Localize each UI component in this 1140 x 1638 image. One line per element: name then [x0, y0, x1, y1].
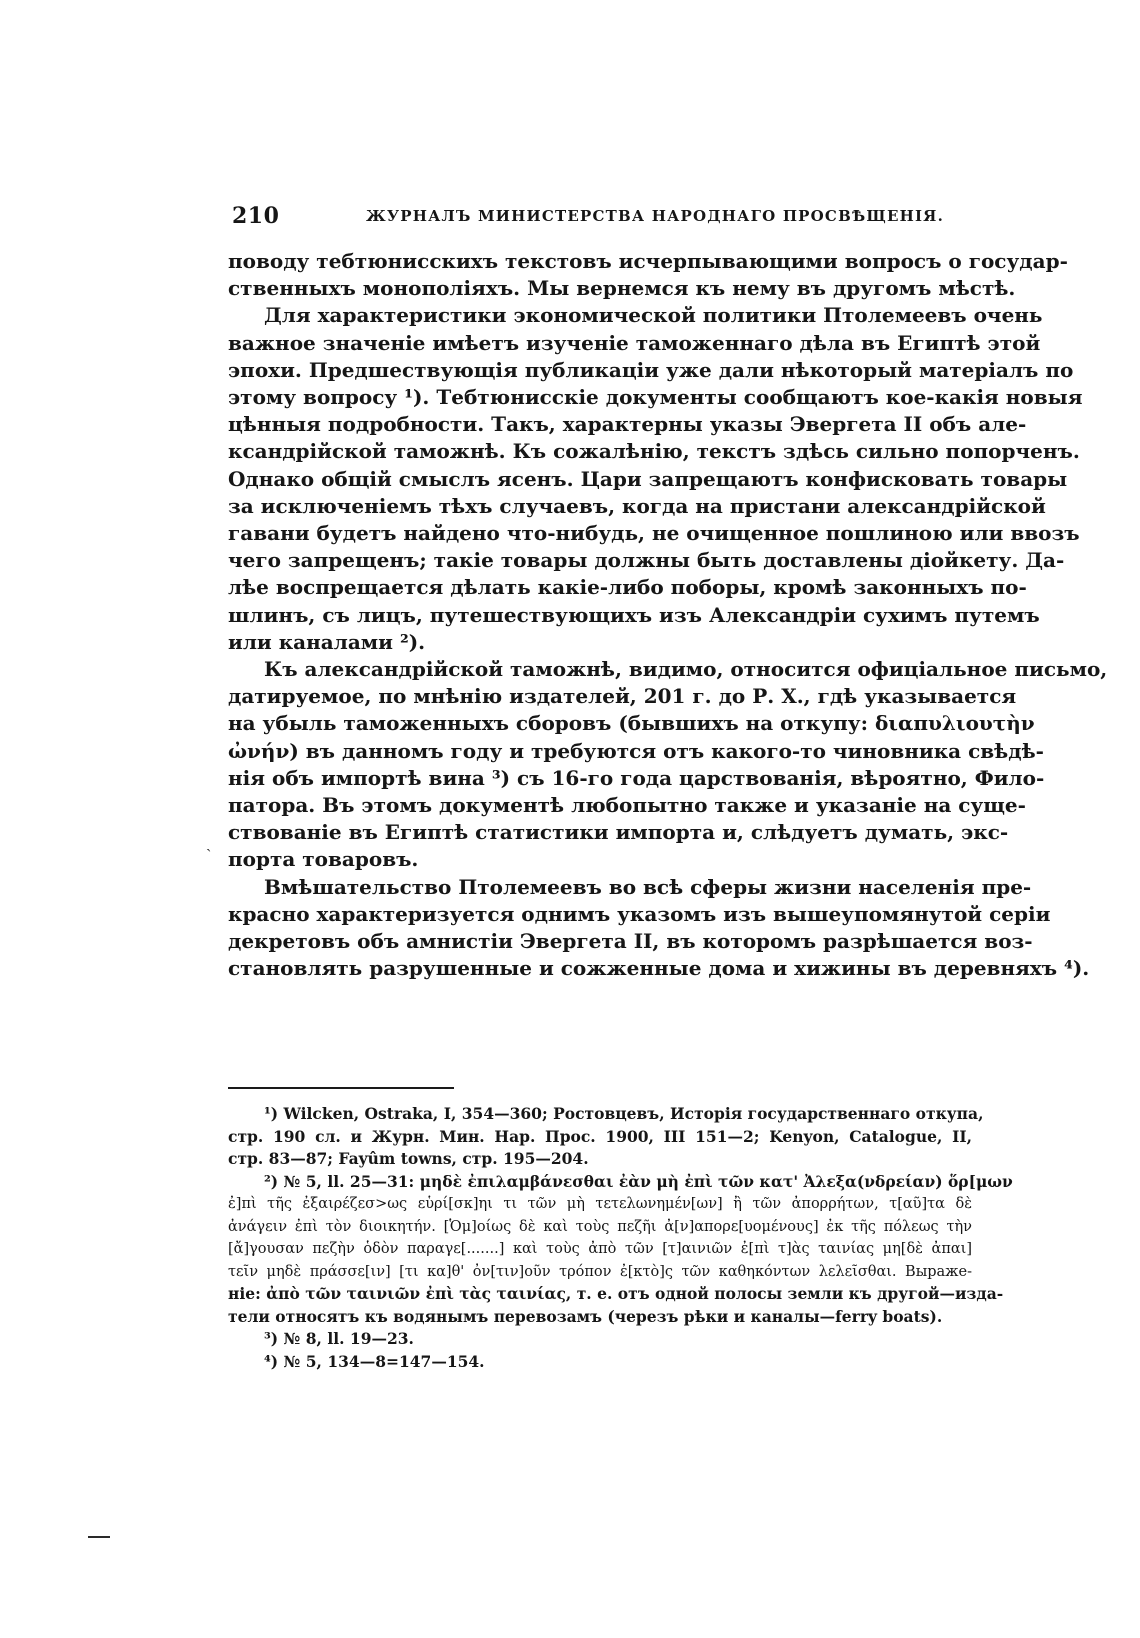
footnote-line: ²) № 5, ll. 25—31: μηδὲ ἐπιλαμβάνεσθαι ἐὰν μὴ ἐπὶ τῶν κατ' Ἀλεξα(νδρείαν) ὅρ[μων: [264, 1171, 1013, 1191]
body-line: ὠνήν) въ данномъ году и требуются отъ какого-то чиновника свѣдѣ-: [228, 738, 1044, 763]
body-line: Вмѣшательство Птолемеевъ во всѣ сферы жизни населенія пре-: [264, 874, 1032, 899]
body-line: за исключеніемъ тѣхъ случаевъ, когда на пристани александрійской: [228, 493, 1046, 518]
footnote-line: ⁴) № 5, 134—8=147—154.: [264, 1351, 485, 1371]
body-line: Для характеристики экономической политики Птолемеевъ очень: [264, 303, 1043, 328]
body-line: ксандрійской таможнѣ. Къ сожалѣнію, текстъ здѣсь сильно попорченъ.: [228, 439, 1080, 464]
margin-dash: [88, 1536, 110, 1538]
body-line: лѣе воспрещается дѣлать какіе-либо поборы, кромѣ законныхъ по-: [228, 575, 1027, 600]
footnote-line: ἀνάγειν ἐπὶ τὸν διοικητήν. [Ὁμ]οίως δὲ καὶ τοὺς πεζῆι ἀ[ν]απορε[υομένους] ἐκ τῆς πόλεως τὴν: [228, 1218, 972, 1235]
footnote-rule: [228, 1087, 454, 1089]
body-line: становлять разрушенные и сожженные дома и хижины въ деревняхъ ⁴).: [228, 956, 1090, 981]
body-line: ствованіе въ Египтѣ статистики импорта и, слѣдуетъ думать, экс-: [228, 820, 1009, 845]
footnote-line: ³) № 8, ll. 19—23.: [264, 1329, 414, 1348]
body-line: Къ александрійской таможнѣ, видимо, относится офиціальное письмо,: [264, 657, 1108, 682]
body-line: эпохи. Предшествующія публикаціи уже дали нѣкоторый матеріалъ по: [228, 357, 1074, 382]
body-line: или каналами ²).: [228, 629, 426, 654]
body-line: красно характеризуется однимъ указомъ изъ вышеупомянутой серіи: [228, 901, 1051, 926]
body-line: поводу тебтюнисскихъ текстовъ исчерпывающими вопросъ о государ-: [228, 249, 1068, 273]
body-line: шлинъ, съ лицъ, путешествующихъ изъ Александріи сухимъ путемъ: [228, 602, 1040, 627]
margin-mark: ˎ: [206, 833, 212, 852]
body-line: этому вопросу ¹). Тебтюнисскіе документы сообщаютъ кое-какія новыя: [228, 385, 1083, 410]
body-line: декретовъ объ амнистіи Эвергета II, въ которомъ разрѣшается воз-: [228, 929, 1033, 954]
body-line: гавани будетъ найдено что-нибудь, не очищенное пошлиною или ввозъ: [228, 521, 1080, 546]
body-line: Однако общій смыслъ ясенъ. Цари запрещаютъ конфисковать товары: [228, 466, 1068, 491]
page-header: [232, 203, 972, 233]
body-line: ственныхъ монополіяхъ. Мы вернемся къ нему въ другомъ мѣстѣ.: [228, 276, 1016, 301]
footnote-line: τεῖν μηδὲ πράσσε[ιν] [τι κα]θ' ὀν[τιν]οῦν τρόπον ἐ[κτὸ]ς τῶν καθηκόντων λελεῖσθαι. Выраже-: [228, 1263, 972, 1280]
running-title: ЖУРНАЛЪ МИНИСТЕРСТВА НАРОДНАГО ПРОСВѢЩЕНІЯ.: [366, 207, 945, 225]
footnote-line: ἐ]πὶ τῆς ἐξαιρέζεσ>ως εὑρί[σκ]ηι τι τῶν μὴ τετελωνημέν[ων] ἢ τῶν ἀπορρήτων, τ[αῦ]τα δὲ: [228, 1196, 972, 1212]
footnote-line: тели относятъ къ водянымъ перевозамъ (черезъ рѣки и каналы—ferry boats).: [228, 1306, 943, 1326]
body-line: важное значеніе имѣетъ изученіе таможеннаго дѣла въ Египтѣ этой: [228, 330, 1041, 355]
body-line: датируемое, по мнѣнію издателей, 201 г. до Р. Х., гдѣ указывается: [228, 684, 1017, 709]
footnote-line: стр. 83—87; Fayûm towns, стр. 195—204.: [228, 1149, 589, 1168]
footnote-line: [ἄ]γουσαν πεζὴν ὁδὸν παραγε[.......] καὶ τοὺς ἀπὸ τῶν [τ]αινιῶν ἐ[πὶ τ]ὰς ταινίας μη[δὲ ἀπαι]: [228, 1241, 972, 1257]
body-text: [228, 248, 1108, 982]
footnotes: [228, 1087, 1013, 1373]
footnote-line: ніе: ἀπὸ τῶν ταινιῶν ἐπὶ τὰς ταινίας, т. е. отъ одной полосы земли къ другой—изда-: [228, 1284, 1004, 1303]
body-line: цѣнныя подробности. Такъ, характерны указы Эвергета II объ але-: [228, 412, 1027, 437]
body-line: на убыль таможенныхъ сборовъ (бывшихъ на откупу: διαπυλιουτὴν: [228, 711, 1035, 736]
body-line: чего запрещенъ; такіе товары должны быть доставлены діойкету. Да-: [228, 548, 1065, 573]
footnote-line: ¹) Wilcken, Ostraka, I, 354—360; Ростовцевъ, Исторія государственнаго откупа,: [264, 1104, 984, 1123]
body-line: патора. Въ этомъ документѣ любопытно также и указаніе на суще-: [228, 793, 1026, 818]
page-number: 210: [232, 203, 280, 229]
footnote-line: стр. 190 сл. и Журн. Мин. Нар. Прос. 1900, III 151—2; Kenyon, Catalogue, II,: [228, 1126, 972, 1146]
body-line: порта товаровъ.: [228, 847, 419, 872]
body-line: нія объ импортѣ вина ³) съ 16-го года царствованія, вѣроятно, Фило-: [228, 765, 1045, 790]
